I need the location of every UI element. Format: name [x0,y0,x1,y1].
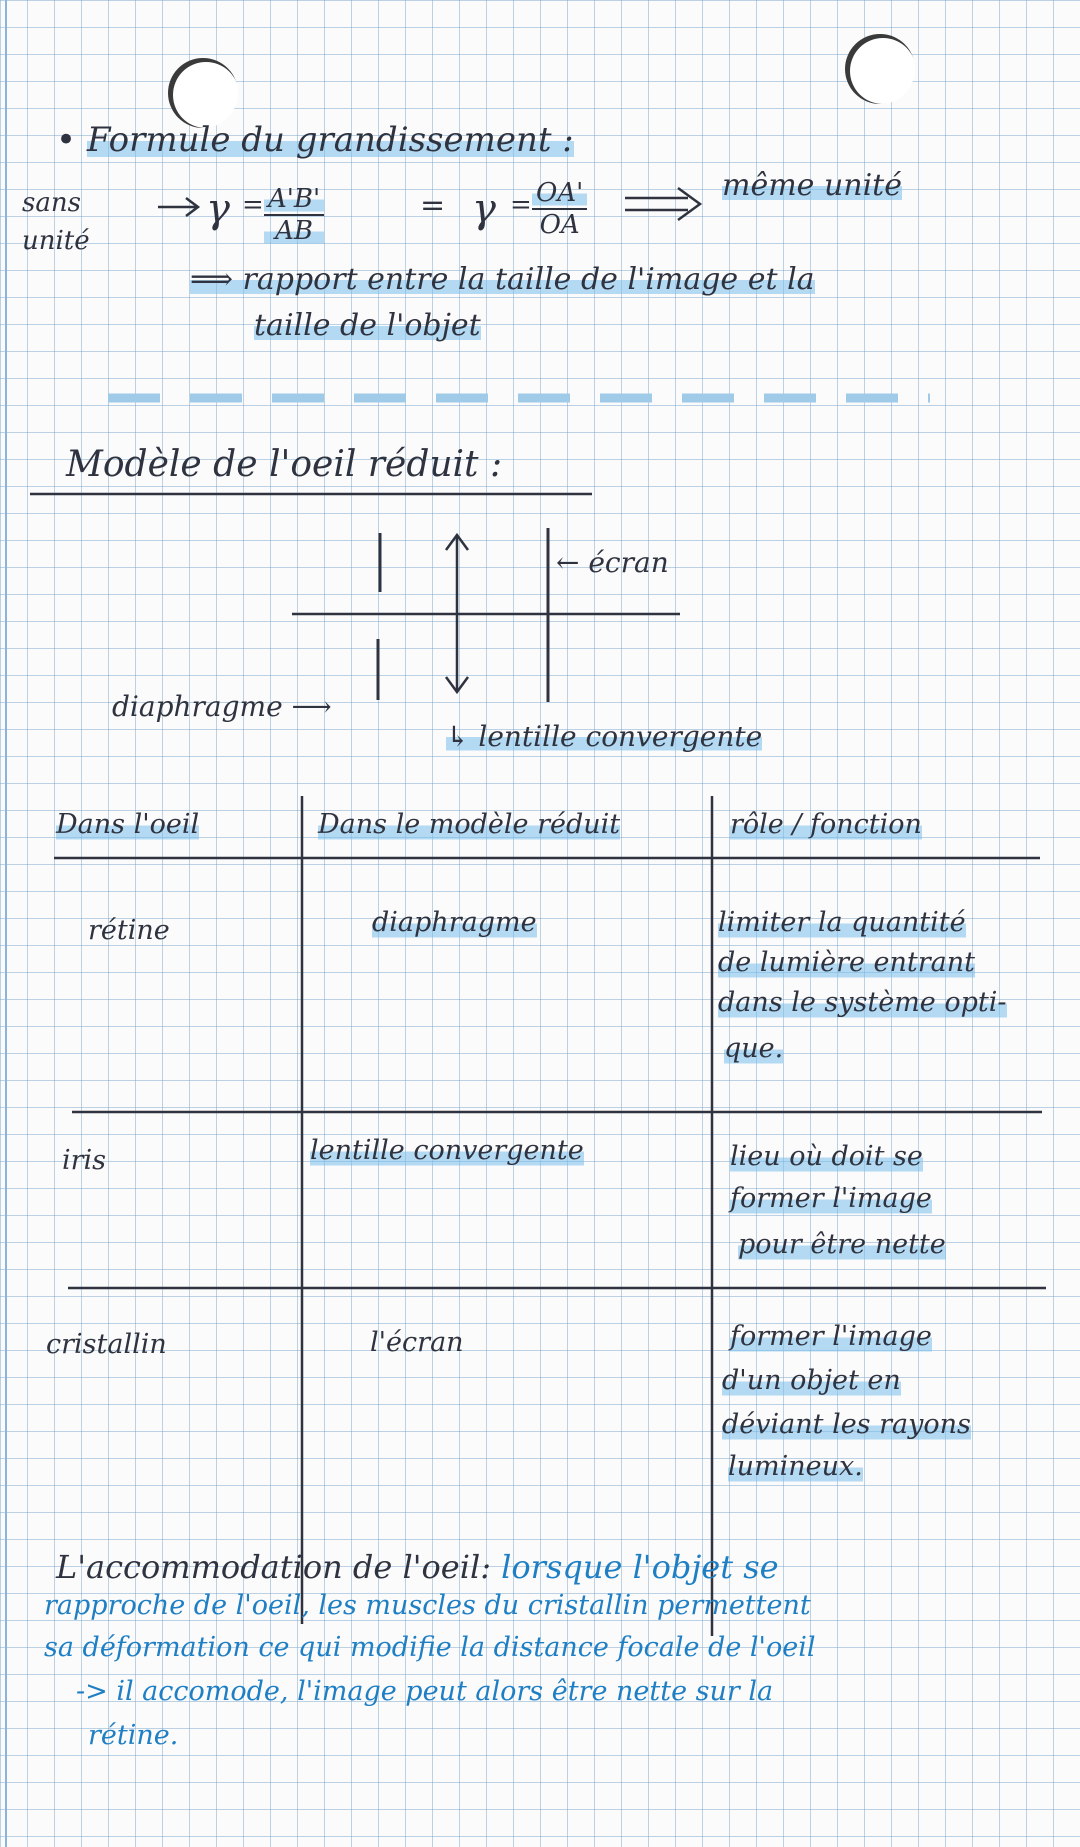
rapport-line-1: ⟹ rapport entre la taille de l'image et la [190,262,815,297]
table-row-1-role-l3: dans le système opti- [718,987,1007,1018]
equals-2: = [510,190,532,220]
table-row-2-modele: lentille convergente [310,1135,584,1166]
lentille-label: ↳ lentille convergente [446,720,763,753]
table-row-2-oeil: iris [62,1145,107,1176]
table-row-1-role-l2: de lumière entrant [718,947,976,978]
table-row-3-role-l1: former l'image [730,1321,932,1352]
table-row-1-modele: diaphragme [372,907,537,938]
equals-1: = [242,190,264,220]
formula-heading-text: Formule du grandissement : [86,120,574,160]
accommodation-line-1 [56,1548,779,1586]
diaphragme-label: diaphragme ⟶ [112,690,332,723]
table-row-2-role-l1: lieu où doit se [730,1141,923,1172]
accommodation-line-2: rapproche de l'oeil, les muscles du cristallin permettent [44,1590,811,1621]
header-dans-oeil: Dans l'oeil [56,809,200,840]
table-row-3-modele: l'écran [370,1327,464,1358]
accommodation-line-4: -> il accomode, l'image peut alors être nette sur la [76,1676,774,1707]
model-title: Modèle de l'oeil réduit : [66,444,503,485]
accommodation-text-1: lorsque l'objet se [501,1548,779,1586]
table-row-1-role-l4: que. [724,1033,784,1064]
table-row-2-role-l2: former l'image [730,1183,932,1214]
accommodation-line-3: sa déformation ce qui modifie la distance focale de l'oeil [44,1632,816,1663]
gamma-symbol-2: γ [472,186,496,232]
fraction-ab-denominator: AB [264,216,324,246]
accommodation-label: L'accommodation de l'oeil: [56,1548,491,1586]
table-row-1-oeil: rétine [88,915,170,946]
fraction-oa-denominator: OA [539,210,580,240]
fraction-oa-numerator: OA' [532,178,587,210]
table-row-3-role-l3: déviant les rayons [722,1409,971,1440]
sans-label: sans [22,188,81,218]
fraction-ab-numerator: A'B' [264,184,324,216]
header-role-fonction: rôle / fonction [730,809,922,840]
table-row-3-role-l2: d'un objet en [722,1365,901,1396]
bullet-icon: • [56,120,77,160]
unite-label: unité [22,226,90,256]
accommodation-line-5: rétine. [88,1720,179,1751]
table-row-2-role-l3: pour être nette [738,1229,946,1260]
meme-unite-text: même unité [722,168,902,203]
rapport-line-2: taille de l'objet [254,308,481,343]
table-row-3-role-l4: lumineux. [728,1451,863,1482]
header-modele-reduit: Dans le modèle réduit [318,809,621,840]
gamma-symbol-1: γ [206,186,230,232]
table-row-1-role-l1: limiter la quantité [718,907,966,938]
equals-mid: = [420,188,446,223]
ecran-label: ← écran [556,546,669,579]
table-row-3-oeil: cristallin [46,1329,167,1360]
